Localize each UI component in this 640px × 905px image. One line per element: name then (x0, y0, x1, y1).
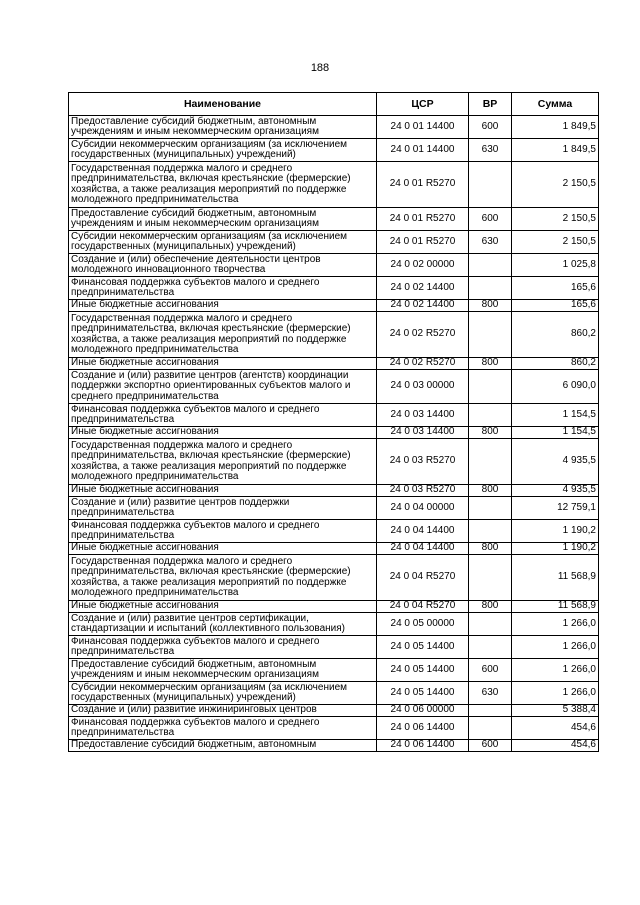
cell-vr (469, 277, 512, 300)
cell-vr (469, 717, 512, 740)
cell-sum: 1 154,5 (512, 404, 599, 427)
cell-name: Субсидии некоммерческим организациям (за исключением государственных (муниципальных) учреждений) (69, 231, 377, 254)
cell-name: Финансовая поддержка субъектов малого и среднего предпринимательства (69, 717, 377, 740)
table-row (69, 659, 599, 682)
cell-name: Создание и (или) развитие центров сертификации, стандартизации и испытаний (коллективного пользования) (69, 613, 377, 636)
cell-vr: 630 (469, 139, 512, 162)
cell-vr: 800 (469, 485, 512, 497)
cell-vr: 600 (469, 208, 512, 231)
cell-sum: 860,2 (512, 312, 599, 358)
cell-sum: 1 266,0 (512, 636, 599, 659)
cell-sum: 4 935,5 (512, 485, 599, 497)
table-row (69, 543, 599, 555)
cell-sum: 454,6 (512, 717, 599, 740)
cell-name: Предоставление субсидий бюджетным, автономным учреждениям и иным некоммерческим организациям (69, 116, 377, 139)
table-row (69, 370, 599, 404)
cell-vr (469, 636, 512, 659)
cell-csr: 24 0 06 00000 (377, 705, 469, 717)
table-row (69, 740, 599, 752)
cell-name: Финансовая поддержка субъектов малого и среднего предпринимательства (69, 520, 377, 543)
cell-csr: 24 0 04 14400 (377, 520, 469, 543)
table-row (69, 601, 599, 613)
table-row (69, 116, 599, 139)
table-row (69, 439, 599, 485)
cell-vr (469, 555, 512, 601)
cell-csr: 24 0 03 R5270 (377, 485, 469, 497)
budget-table (68, 92, 599, 752)
table-row (69, 497, 599, 520)
cell-sum: 12 759,1 (512, 497, 599, 520)
cell-name: Государственная поддержка малого и среднего предпринимательства, включая крестьянские (фермерские) хозяйства, а также реализация мероприятий по поддержке молодежного предпринимательства (69, 555, 377, 601)
cell-name: Предоставление субсидий бюджетным, автономным (69, 740, 377, 752)
cell-vr: 600 (469, 659, 512, 682)
cell-sum: 1 154,5 (512, 427, 599, 439)
cell-sum: 1 025,8 (512, 254, 599, 277)
table-row (69, 254, 599, 277)
table-row (69, 427, 599, 439)
cell-sum: 1 266,0 (512, 682, 599, 705)
cell-csr: 24 0 05 00000 (377, 613, 469, 636)
cell-sum: 1 266,0 (512, 659, 599, 682)
cell-vr: 800 (469, 300, 512, 312)
cell-vr (469, 705, 512, 717)
cell-sum: 1 190,2 (512, 543, 599, 555)
cell-name: Субсидии некоммерческим организациям (за исключением государственных (муниципальных) учреждений) (69, 139, 377, 162)
cell-csr: 24 0 02 14400 (377, 300, 469, 312)
table-row (69, 520, 599, 543)
table-row (69, 705, 599, 717)
cell-name: Финансовая поддержка субъектов малого и среднего предпринимательства (69, 636, 377, 659)
cell-csr: 24 0 02 00000 (377, 254, 469, 277)
cell-sum: 2 150,5 (512, 162, 599, 208)
cell-name: Иные бюджетные ассигнования (69, 358, 377, 370)
cell-vr: 800 (469, 543, 512, 555)
cell-sum: 4 935,5 (512, 439, 599, 485)
cell-csr: 24 0 03 14400 (377, 427, 469, 439)
table-row (69, 682, 599, 705)
cell-name: Иные бюджетные ассигнования (69, 427, 377, 439)
cell-sum: 11 568,9 (512, 601, 599, 613)
cell-sum: 1 190,2 (512, 520, 599, 543)
cell-name: Финансовая поддержка субъектов малого и среднего предпринимательства (69, 277, 377, 300)
cell-name: Предоставление субсидий бюджетным, автономным учреждениям и иным некоммерческим организациям (69, 659, 377, 682)
cell-vr (469, 404, 512, 427)
cell-sum: 2 150,5 (512, 231, 599, 254)
cell-csr: 24 0 03 14400 (377, 404, 469, 427)
cell-sum: 454,6 (512, 740, 599, 752)
cell-csr: 24 0 04 R5270 (377, 555, 469, 601)
cell-name: Создание и (или) развитие инжиниринговых центров (69, 705, 377, 717)
cell-csr: 24 0 02 R5270 (377, 358, 469, 370)
cell-name: Государственная поддержка малого и среднего предпринимательства, включая крестьянские (фермерские) хозяйства, а также реализация мероприятий по поддержке молодежного предпринимательства (69, 439, 377, 485)
cell-name: Иные бюджетные ассигнования (69, 300, 377, 312)
cell-vr: 600 (469, 116, 512, 139)
table-row (69, 717, 599, 740)
cell-sum: 2 150,5 (512, 208, 599, 231)
cell-csr: 24 0 01 14400 (377, 116, 469, 139)
cell-name: Государственная поддержка малого и среднего предпринимательства, включая крестьянские (фермерские) хозяйства, а также реализация мероприятий по поддержке молодежного предпринимательства (69, 312, 377, 358)
cell-sum: 6 090,0 (512, 370, 599, 404)
cell-vr: 800 (469, 427, 512, 439)
header-sum: Сумма (512, 93, 599, 116)
cell-sum: 165,6 (512, 300, 599, 312)
cell-name: Субсидии некоммерческим организациям (за исключением государственных (муниципальных) учреждений) (69, 682, 377, 705)
cell-name: Государственная поддержка малого и среднего предпринимательства, включая крестьянские (фермерские) хозяйства, а также реализация мероприятий по поддержке молодежного предпринимательства (69, 162, 377, 208)
cell-csr: 24 0 01 R5270 (377, 231, 469, 254)
cell-name: Создание и (или) развитие центров поддержки предпринимательства (69, 497, 377, 520)
cell-sum: 165,6 (512, 277, 599, 300)
cell-csr: 24 0 03 R5270 (377, 439, 469, 485)
table-row (69, 231, 599, 254)
cell-name: Создание и (или) развитие центров (агентств) координации поддержки экспортно ориентированных субъектов малого и среднего предпринимательства (69, 370, 377, 404)
page-number: 188 (310, 62, 330, 74)
table-row (69, 208, 599, 231)
cell-sum: 860,2 (512, 358, 599, 370)
table-row (69, 300, 599, 312)
cell-vr: 630 (469, 682, 512, 705)
table-row (69, 485, 599, 497)
cell-sum: 11 568,9 (512, 555, 599, 601)
table-row (69, 404, 599, 427)
header-vr: ВР (469, 93, 512, 116)
cell-vr (469, 439, 512, 485)
cell-vr: 600 (469, 740, 512, 752)
cell-sum: 1 849,5 (512, 116, 599, 139)
cell-name: Предоставление субсидий бюджетным, автономным учреждениям и иным некоммерческим организациям (69, 208, 377, 231)
cell-vr (469, 162, 512, 208)
cell-vr (469, 497, 512, 520)
table-row (69, 555, 599, 601)
cell-vr (469, 254, 512, 277)
cell-name: Иные бюджетные ассигнования (69, 601, 377, 613)
cell-name: Финансовая поддержка субъектов малого и среднего предпринимательства (69, 404, 377, 427)
cell-name: Иные бюджетные ассигнования (69, 485, 377, 497)
cell-vr (469, 370, 512, 404)
cell-vr: 800 (469, 358, 512, 370)
cell-sum: 5 388,4 (512, 705, 599, 717)
cell-csr: 24 0 02 R5270 (377, 312, 469, 358)
header-csr: ЦСР (377, 93, 469, 116)
cell-sum: 1 849,5 (512, 139, 599, 162)
cell-csr: 24 0 01 14400 (377, 139, 469, 162)
cell-vr: 630 (469, 231, 512, 254)
cell-csr: 24 0 04 R5270 (377, 601, 469, 613)
cell-csr: 24 0 05 14400 (377, 636, 469, 659)
cell-csr: 24 0 03 00000 (377, 370, 469, 404)
cell-vr (469, 312, 512, 358)
table-row (69, 139, 599, 162)
cell-csr: 24 0 05 14400 (377, 682, 469, 705)
cell-name: Иные бюджетные ассигнования (69, 543, 377, 555)
table-header-row (69, 93, 599, 116)
table-row (69, 162, 599, 208)
table-row (69, 358, 599, 370)
cell-csr: 24 0 06 14400 (377, 740, 469, 752)
table-row (69, 277, 599, 300)
cell-name: Создание и (или) обеспечение деятельности центров молодежного инновационного творчества (69, 254, 377, 277)
cell-sum: 1 266,0 (512, 613, 599, 636)
table-row (69, 613, 599, 636)
cell-csr: 24 0 04 00000 (377, 497, 469, 520)
table-row (69, 312, 599, 358)
cell-csr: 24 0 01 R5270 (377, 162, 469, 208)
cell-vr (469, 613, 512, 636)
cell-csr: 24 0 04 14400 (377, 543, 469, 555)
cell-vr: 800 (469, 601, 512, 613)
cell-csr: 24 0 02 14400 (377, 277, 469, 300)
cell-csr: 24 0 06 14400 (377, 717, 469, 740)
cell-csr: 24 0 01 R5270 (377, 208, 469, 231)
table-row (69, 636, 599, 659)
header-name: Наименование (69, 93, 377, 116)
cell-vr (469, 520, 512, 543)
cell-csr: 24 0 05 14400 (377, 659, 469, 682)
